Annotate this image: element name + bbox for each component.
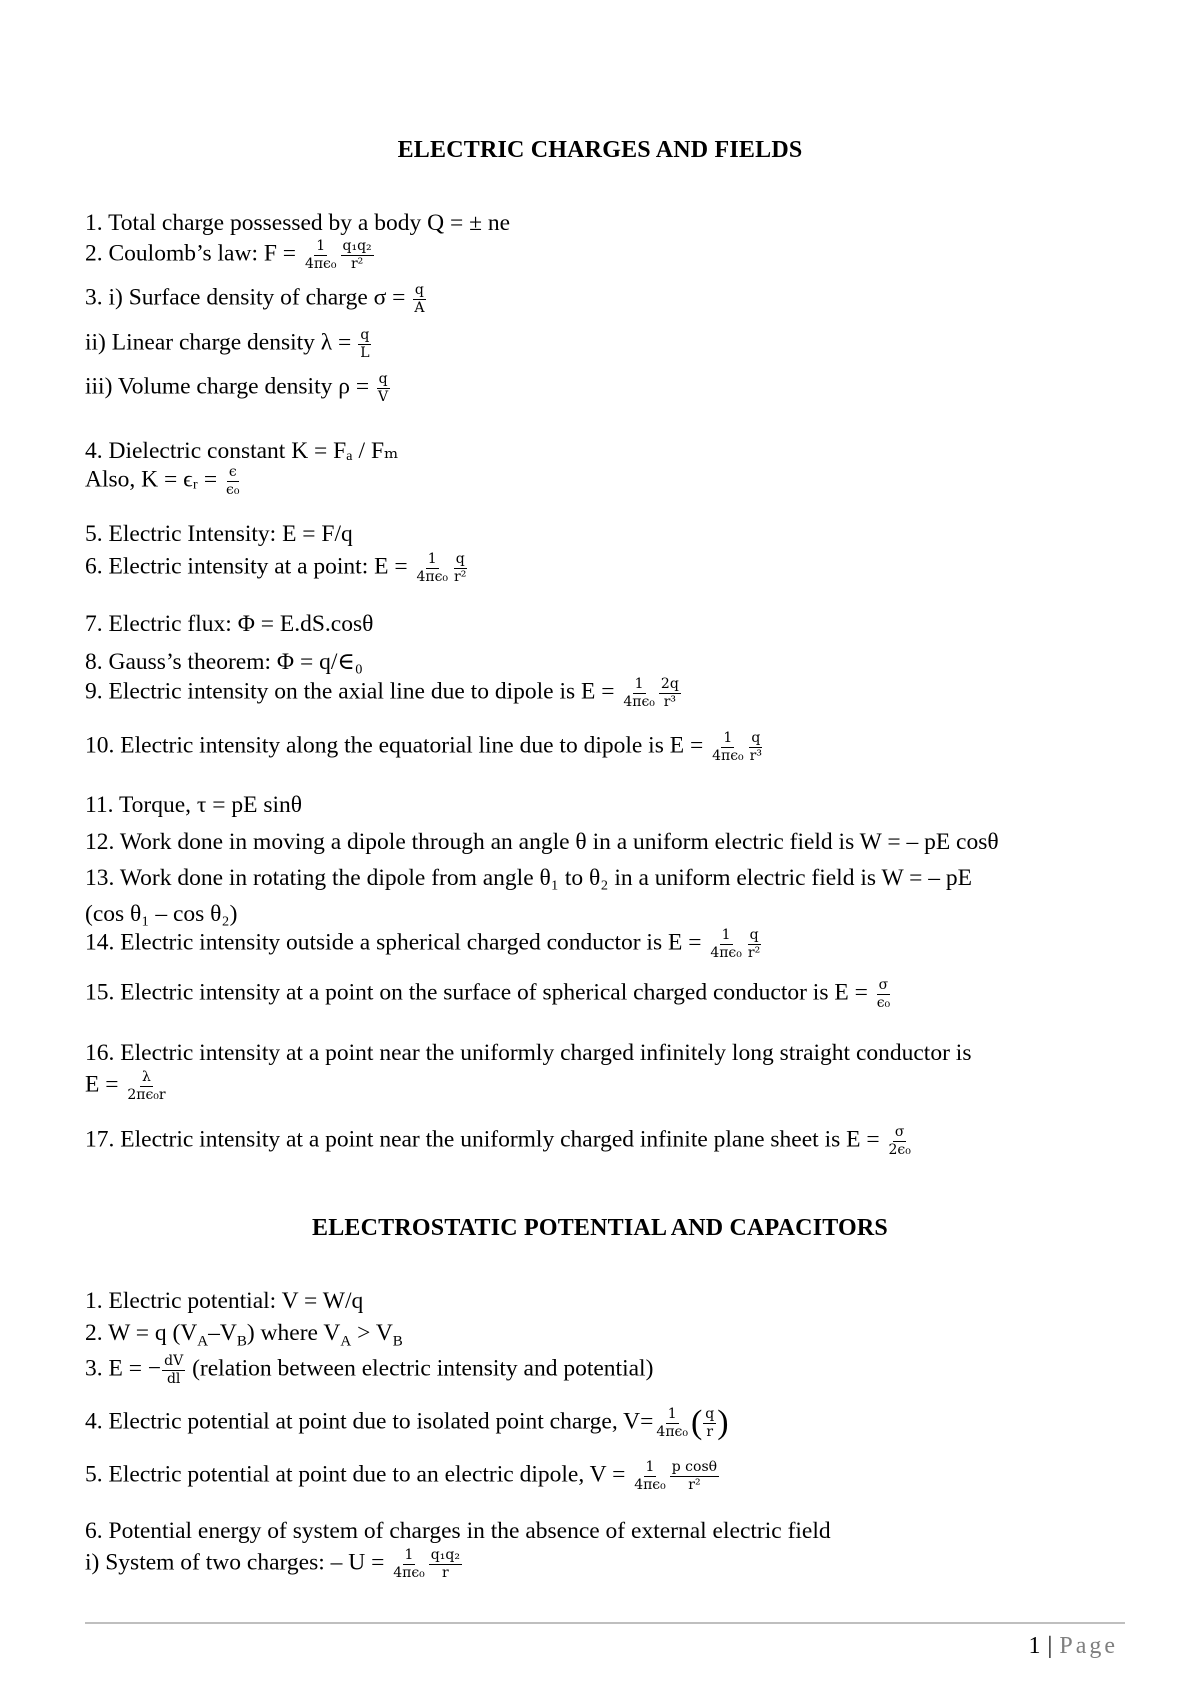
denominator: r²	[454, 568, 467, 585]
fraction	[621, 677, 657, 709]
formula-note: (relation between electric intensity and potential)	[192, 1355, 654, 1382]
denominator: r³	[663, 693, 677, 710]
formula-intensity-potential-relation	[85, 1354, 653, 1386]
subscript: B	[236, 1333, 247, 1350]
formula-intensity-at-point	[85, 552, 469, 584]
formula-work-rotating-dipole: 13. Work done in rotating the dipole from angle θ₁ to θ₂ in a uniform electric field is W = – pE	[85, 865, 972, 891]
formula-axial-dipole	[85, 677, 682, 709]
denominator: 2πϵ₀r	[127, 1086, 166, 1103]
formula-work-rotating-dipole-cont: (cos θ₁ – cos θ₂)	[85, 901, 238, 927]
fraction	[412, 283, 426, 315]
formula-label: i) System of two charges: – U =	[85, 1549, 385, 1576]
fraction	[391, 1548, 427, 1580]
formula-two-charges	[85, 1548, 463, 1580]
formula-text: > V	[351, 1320, 393, 1346]
denominator: r²	[688, 1476, 701, 1493]
formula-work-potential-difference	[85, 1322, 403, 1350]
formula-potential-dipole	[85, 1460, 720, 1492]
numerator: 2q	[660, 676, 679, 692]
formula-label: 6. Electric intensity at a point: E =	[85, 553, 408, 580]
denominator: ϵ₀	[226, 481, 240, 498]
formula-text: 2. W = q (V	[85, 1320, 198, 1346]
fraction	[224, 465, 241, 497]
denominator: V	[377, 388, 389, 405]
parenthesis: (	[690, 1404, 703, 1441]
denominator: 4πϵ₀	[712, 747, 744, 764]
numerator: σ	[878, 977, 889, 993]
fraction	[632, 1460, 668, 1492]
denominator: 4πϵ₀	[623, 693, 655, 710]
denominator: 4πϵ₀	[634, 1476, 666, 1493]
page-number: 1	[1028, 1633, 1042, 1659]
formula-total-charge: 1. Total charge possessed by a body Q = ± ne	[85, 210, 511, 236]
denominator: 2ϵ₀	[888, 1141, 911, 1158]
numerator: 1	[721, 927, 731, 943]
formula-linear-density	[85, 328, 372, 360]
formula-label: 15. Electric intensity at a point on the surface of spherical charged conductor is E =	[85, 979, 868, 1006]
section-title-electrostatic-potential: ELECTROSTATIC POTENTIAL AND CAPACITORS	[312, 1215, 888, 1241]
denominator: r²	[350, 255, 364, 272]
denominator: r	[442, 1564, 449, 1581]
fraction	[125, 1070, 167, 1102]
denominator: dl	[166, 1370, 181, 1387]
formula-label: 3. E = −	[85, 1355, 162, 1382]
formula-text: ) where V	[246, 1320, 341, 1346]
numerator: q₁q₂	[342, 238, 372, 254]
numerator: 1	[645, 1459, 655, 1475]
fraction	[659, 677, 681, 709]
fraction	[708, 928, 744, 960]
numerator: q	[360, 327, 370, 343]
numerator: q₁q₂	[430, 1547, 460, 1563]
page-label: Page	[1059, 1633, 1118, 1659]
numerator: 1	[634, 676, 644, 692]
fraction	[452, 552, 468, 584]
numerator: dV	[164, 1353, 184, 1369]
parenthesis: )	[717, 1404, 729, 1441]
formula-label: 17. Electric intensity at a point near the uniformly charged infinite plane sheet is E =	[85, 1126, 880, 1153]
formula-line-conductor: 16. Electric intensity at a point near the uniformly charged infinitely long straight conductor is	[85, 1040, 972, 1066]
denominator: 4πϵ₀	[393, 1564, 425, 1581]
denominator: ϵ₀	[876, 994, 891, 1011]
formula-electric-intensity: 5. Electric Intensity: E = F/q	[85, 521, 353, 547]
numerator: 1	[404, 1547, 414, 1563]
numerator: q	[705, 1405, 715, 1422]
fraction	[429, 1548, 462, 1580]
denominator: r³	[749, 747, 762, 764]
formula-label: 5. Electric potential at point due to an electric dipole, V =	[85, 1461, 626, 1488]
numerator: 1	[667, 1405, 677, 1422]
formula-dielectric-constant: 4. Dielectric constant K = Fₐ / Fₘ	[85, 438, 399, 464]
denominator: A	[414, 299, 425, 316]
formula-label: 3. i) Surface density of charge σ =	[85, 284, 406, 311]
formula-label: 14. Electric intensity outside a spherical charged conductor is E =	[85, 929, 702, 956]
formula-label: 4. Electric potential at point due to isolated point charge, V=	[85, 1408, 654, 1435]
fraction	[376, 372, 390, 404]
formula-label: iii) Volume charge density ρ =	[85, 373, 370, 400]
formula-coulombs-law	[85, 239, 375, 271]
subscript: B	[392, 1333, 403, 1350]
denominator: 4πϵ₀	[710, 944, 742, 961]
fraction	[875, 978, 892, 1010]
formula-label: ii) Linear charge density λ =	[85, 329, 352, 356]
denominator: 4πϵ₀	[416, 568, 449, 585]
denominator: L	[360, 344, 370, 361]
fraction	[162, 1354, 185, 1386]
numerator: p cosθ	[671, 1459, 718, 1475]
fraction	[358, 328, 371, 360]
formula-plane-sheet	[85, 1125, 914, 1157]
numerator: q	[455, 551, 465, 567]
formula-gauss-theorem: 8. Gauss’s theorem: Φ = q/∈₀	[85, 649, 363, 675]
formula-surface-density	[85, 283, 427, 315]
fraction	[746, 928, 762, 960]
numerator: q	[749, 927, 759, 943]
formula-volume-density	[85, 372, 391, 404]
fraction	[303, 239, 339, 271]
section-title-electric-charges: ELECTRIC CHARGES AND FIELDS	[397, 137, 803, 163]
formula-text: –V	[208, 1320, 237, 1346]
numerator: q	[378, 371, 388, 387]
fraction	[710, 731, 746, 763]
formula-electric-potential: 1. Electric potential: V = W/q	[85, 1288, 364, 1314]
numerator: 1	[723, 730, 733, 746]
formula-intensity-sphere-surface	[85, 978, 893, 1010]
fraction	[886, 1125, 912, 1157]
footer-divider	[85, 1622, 1125, 1624]
formula-electric-flux: 7. Electric flux: Φ = E.dS.cosθ	[85, 611, 374, 637]
formula-potential-point-charge	[85, 1406, 729, 1440]
fraction	[654, 1407, 690, 1439]
fraction	[748, 731, 764, 763]
formula-line-conductor-eq	[85, 1070, 169, 1102]
formula-label: 9. Electric intensity on the axial line due to dipole is E =	[85, 678, 615, 705]
denominator: r²	[747, 944, 761, 961]
formula-dielectric-relative	[85, 465, 242, 497]
formula-intensity-outside-sphere	[85, 928, 763, 960]
formula-potential-energy-system: 6. Potential energy of system of charges in the absence of external electric field	[85, 1518, 831, 1544]
numerator: ϵ	[228, 464, 237, 480]
denominator: 4πϵ₀	[304, 255, 337, 272]
numerator: q	[751, 730, 761, 746]
numerator: 1	[427, 551, 437, 567]
numerator: 1	[316, 238, 326, 254]
page-footer	[1029, 1633, 1118, 1660]
formula-label: E =	[85, 1071, 119, 1098]
fraction	[341, 239, 374, 271]
numerator: q	[414, 282, 424, 298]
subscript: A	[197, 1333, 209, 1350]
fraction	[670, 1460, 719, 1492]
numerator: λ	[142, 1069, 151, 1085]
numerator: σ	[894, 1124, 905, 1140]
subscript: A	[340, 1333, 352, 1350]
formula-equatorial-dipole	[85, 731, 765, 763]
formula-label: 2. Coulomb’s law: F =	[85, 240, 297, 267]
denominator: 4πϵ₀	[656, 1423, 688, 1440]
fraction	[703, 1407, 716, 1439]
formula-label: Also, K = ϵᵣ =	[85, 466, 218, 493]
formula-work-dipole-angle: 12. Work done in moving a dipole through an angle θ in a uniform electric field is W = – pE cosθ	[85, 829, 999, 855]
formula-torque: 11. Torque, τ = pE sinθ	[85, 792, 303, 818]
fraction	[414, 552, 450, 584]
formula-label: 10. Electric intensity along the equatorial line due to dipole is E =	[85, 732, 704, 759]
denominator: r	[706, 1423, 714, 1440]
footer-separator: |	[1041, 1633, 1060, 1659]
